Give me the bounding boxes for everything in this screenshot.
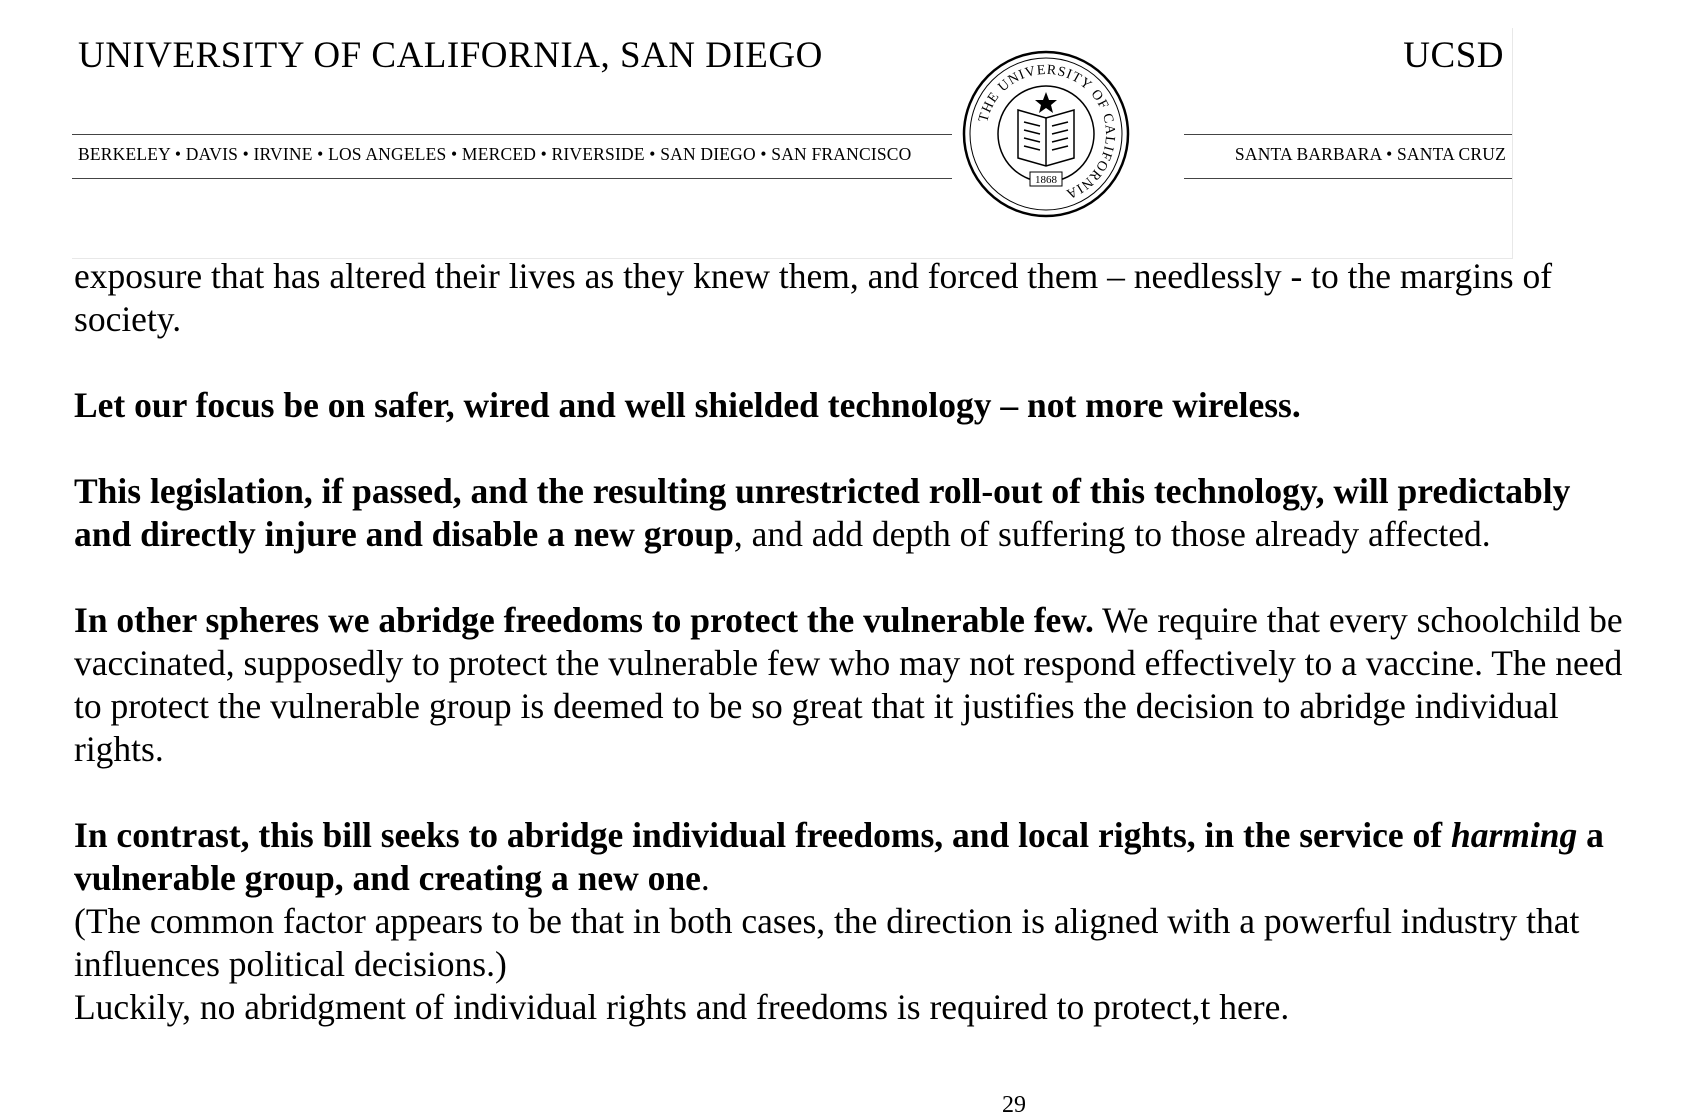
rule-left-bottom (72, 178, 952, 179)
paragraph-5-end: . (700, 858, 710, 898)
paragraph-6: (The common factor appears to be that in both cases, the direction is aligned with a powerful industry that influences political decisions.) (74, 901, 1580, 984)
paragraph-2-bold: Let our focus be on safer, wired and well shielded technology – not more wireless. (74, 385, 1301, 425)
campus-list-right: SANTA BARBARA • SANTA CRUZ (1234, 144, 1506, 164)
letterhead (72, 28, 1513, 259)
university-abbreviation: UCSD (1403, 35, 1504, 76)
university-name: UNIVERSITY OF CALIFORNIA, SAN DIEGO (78, 35, 823, 76)
paragraph-4-bold: In other spheres we abridge freedoms to protect the vulnerable few. (74, 600, 1094, 640)
campus-list-left: BERKELEY • DAVIS • IRVINE • LOS ANGELES • MERCED • RIVERSIDE • SAN DIEGO • SAN FRANCISCO (78, 144, 912, 164)
paragraph-5-italic: harming (1450, 815, 1578, 855)
paragraph-7: Luckily, no abridgment of individual rights and freedoms is required to protect,t here. (74, 987, 1290, 1027)
paragraph-5-bold-2: a vulnerable group, and creating a new one (74, 815, 1604, 898)
university-seal-icon (960, 48, 1132, 220)
rule-right-bottom (1184, 178, 1512, 179)
paragraph-4 (74, 599, 1634, 771)
paragraph-5 (74, 814, 1634, 900)
rule-right-top (1184, 134, 1512, 135)
paragraph-3-bold: This legislation, if passed, and the resulting unrestricted roll-out of this technology, will predictably and directly injure and disable a new group (74, 471, 1571, 554)
paragraph-2 (74, 384, 1634, 427)
paragraph-3 (74, 470, 1634, 556)
paragraph-1: exposure that has altered their lives as they knew them, and forced them – needlessly - to the margins of society. (74, 256, 1553, 339)
paragraph-4-rest: We require that every schoolchild be vaccinated, supposedly to protect the vulnerable few who may not respond effectively to a vaccine. The need to protect the vulnerable group is deemed to be so great that it justifies the decision to abridge individual rights. (74, 600, 1623, 769)
page-number: 29 (1002, 1092, 1026, 1118)
paragraph-3-rest: , and add depth of suffering to those already affected. (733, 514, 1491, 554)
rule-left-top (72, 134, 952, 135)
seal-text: THE UNIVERSITY OF CALIFORNIA (976, 62, 1118, 202)
seal-year: 1868 (1035, 174, 1057, 186)
letter-body (74, 255, 1634, 1029)
paragraph-5-bold-1: In contrast, this bill seeks to abridge individual freedoms, and local rights, in the service of (74, 815, 1451, 855)
